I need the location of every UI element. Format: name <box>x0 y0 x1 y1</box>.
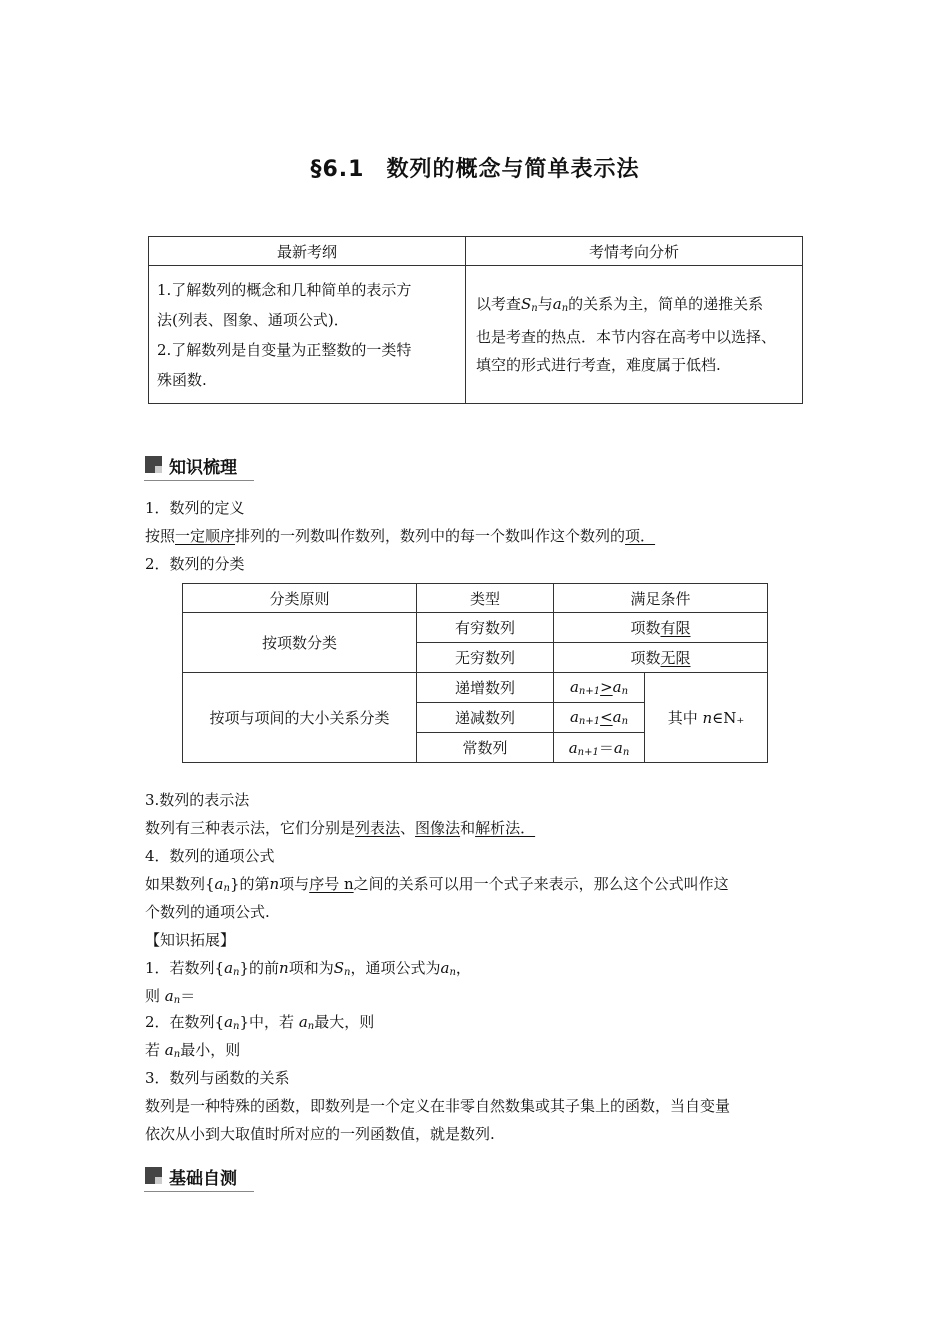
exam-outline-table <box>148 236 803 404</box>
item4-text-line2: 个数列的通项公式. <box>145 903 270 921</box>
item1-text: 按照一定顺序排列的一列数叫作数列，数列中的每一个数叫作这个数列的项． <box>145 527 656 545</box>
section-heading-basic: 基础自测 <box>144 1163 254 1192</box>
ext-item2-min: 若 $a_n$最小，则 <box>145 1041 241 1060</box>
ext-heading: 【知识拓展】 <box>145 931 236 949</box>
section-name: 数列的概念与简单表示法 <box>386 157 640 182</box>
ext-item3-line2: 依次从小到大取值时所对应的一列函数值，就是数列. <box>145 1125 495 1143</box>
outline-header-right: 考情考向分析 <box>466 237 803 266</box>
item4-text-line1: 如果数列$\{a_n\}$的第n项与序号 n之间的关系可以用一个式子来表示，那么这个公式叫作这 <box>145 875 729 894</box>
section-square-icon <box>145 456 162 473</box>
ext-item3-line1: 数列是一种特殊的函数，即数列是一个定义在非零自然数集或其子集上的函数，当自变量 <box>145 1097 731 1115</box>
item1-heading: 1．数列的定义 <box>145 499 245 517</box>
item3-heading: 3.数列的表示法 <box>145 791 250 809</box>
ext-item1-formula: 则 $a_n=$ <box>145 987 196 1006</box>
page-title <box>0 152 950 183</box>
item4-heading: 4．数列的通项公式 <box>145 847 275 865</box>
item3-text: 数列有三种表示法，它们分别是列表法、图像法和解析法． <box>145 819 536 837</box>
section-number: §6.1 <box>310 157 365 182</box>
ext-item2: 2．在数列$\{a_n\}$中，若 $a_n$最大，则 <box>145 1013 375 1032</box>
classification-table: 分类原则 类型 满足条件 按项数分类 有穷数列 项数有限 无穷数列 项数无限 按项与项间的大小关系分类 递增数列 $a_{n+1}>a_n$ 其中 n∈N₊ 递减数列 $a_{n+1}<a_n$ 常数列 $a_{n+1}=a_n$ <box>182 583 768 763</box>
outline-analysis: 以考查$S_n$与$a_n$的关系为主，简单的递推关系 也是考查的热点．本节内容在高考中以选择、 填空的形式进行考查，难度属于低档. <box>466 266 803 404</box>
outline-requirements: 1.了解数列的概念和几种简单的表示方 法(列表、图象、通项公式)． 2.了解数列是自变量为正整数的一类特 殊函数. <box>149 266 466 404</box>
section-heading-knowledge: 知识梳理 <box>144 452 254 481</box>
ext-item1: 1．若数列$\{a_n\}$的前n项和为$S_n$，通项公式为$a_n$， <box>145 959 471 978</box>
outline-header-left: 最新考纲 <box>149 237 466 266</box>
item2-heading: 2．数列的分类 <box>145 555 245 573</box>
section-square-icon <box>145 1167 162 1184</box>
ext-item3-heading: 3．数列与函数的关系 <box>145 1069 290 1087</box>
